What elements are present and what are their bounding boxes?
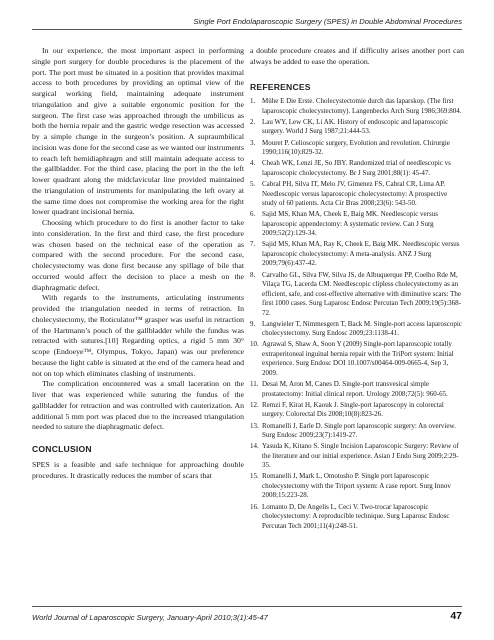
reference-item — [250, 210, 464, 239]
reference-item — [250, 159, 464, 178]
reference-text: Romanelli J, Mark L, Omotosho P. Single port laparoscopic cholecystectomy with the Triport system: A case report. Surg Innov 2008;15:223-28. — [262, 472, 451, 500]
reference-item — [250, 320, 464, 339]
reference-text: Romanelli J, Earle D. Single port laparoscopic surgery: An overview. Surg Endosc 2009;23(7):1419-27. — [262, 421, 456, 439]
body-paragraph: Choosing which procedure to do first is another factor to take into consideration. In the first and third case, the first procedure was chosen based on the technical ease of the operation as compared with the second procedure. For the second case, cholecystectomy was done first because any spillage of bile that occurred would affect the decision to place a mesh on the diaphragmatic defect. — [32, 218, 244, 292]
reference-text: Mühe E Die Erste. Cholecystectomie durch das laparskop. (The first laparoscopic cholecystectomy). Langenbecks Arch Surg 1986;369:804. — [262, 97, 462, 115]
reference-number: 6. — [250, 210, 256, 219]
reference-text: Langwieler T, Nimmesgern T, Back M. Single-port access laparoscopic cholecystectomy. Surg Endosc 2009;23:1138-41. — [262, 319, 462, 338]
reference-number: 8. — [250, 270, 256, 279]
reference-text: Desai M, Aron M, Canes D. Single-port transvesical simple prostatectomy: Initial clinical report. Urology 2008;72(5): 960-65. — [262, 380, 448, 398]
references-heading: REFERENCES — [250, 81, 311, 92]
reference-item — [250, 97, 464, 116]
reference-text: Lomanto D, De Angelis L, Ceci V. Two-trocar laparoscopic cholecystectomy: A reproducible technique. Surg Laparosc Endosc Percutan Tech 2001;11(4):248-51. — [262, 502, 450, 530]
reference-number: 1. — [250, 97, 256, 106]
running-head: Single Port Endolaparoscopic Surgery (SPES) in Double Abdominal Procedures — [193, 17, 462, 26]
reference-item — [250, 139, 464, 158]
reference-text: Cheah WK, Lenzi JE, So JBY. Randomized trial of needlescopic vs laparoscopic cholecystectomy. Br J Surg 2001;88(1): 45-47. — [262, 159, 451, 177]
reference-number: 5. — [250, 180, 256, 188]
reference-item — [250, 340, 464, 378]
reference-number: 16. — [250, 502, 259, 511]
reference-item — [250, 271, 464, 319]
reference-text: Carvalho GL, Silva FW, Silva JS, de Albuquerque PP, Coelho Rde M, Vilaça TG, Lacerda CM. Needlescopic clipless cholecystectomy as an efficient, safe, and cost-effective alternative with diminutive scars: The first 1000 cases. Surg Laparosc Endosc Percutan Tech 2009;19(5):368-72. — [262, 270, 462, 317]
reference-number: 7. — [250, 240, 256, 249]
reference-item — [250, 401, 464, 420]
left-column — [32, 46, 244, 481]
reference-item — [250, 472, 464, 501]
reference-number: 14. — [250, 442, 259, 451]
reference-number: 3. — [250, 138, 256, 147]
reference-number: 2. — [250, 117, 256, 126]
conclusion-continuation: a double procedure creates and if difficulty arises another port can always be added to ease the operation. — [250, 46, 464, 66]
journal-citation: World Journal of Laparoscopic Surgery, January-April 2010;3(1):45-47 — [32, 613, 268, 622]
reference-item — [250, 442, 464, 471]
reference-number: 12. — [250, 400, 259, 409]
reference-item — [250, 380, 464, 399]
reference-item — [250, 503, 464, 532]
reference-number: 11. — [250, 380, 259, 389]
reference-number: 10. — [250, 340, 259, 349]
body-paragraph: In our experience, the most important aspect in performing single port surgery for double procedures is the placement of the port. The port must be situated in a position that provides maximal access to both procedures by providing an optimal view of the surgical working field, maintaining adequate instrument triangulation and give a suitable ergonomic position for the surgeon. The first case was approached through the umbilicus as both the hernia repair and the gastric wedge resection was accessed by a simple change in the surgeon’s position. A supraumbilical incision was done for the second case as we wanted our instruments to reach left hemidiaphragm and still maintain adequate access to the gallbladder. For the third case, placing the port in the the left lower quadrant along the midclavicular line provided maintained the triangulation of instruments for manipulating the left ovary at the same time does not compromise the working area for the right lower quadrant incisional hernia. — [32, 46, 244, 217]
reference-item — [250, 240, 464, 269]
reference-number: 9. — [250, 319, 256, 328]
reference-item — [250, 118, 464, 137]
references-list — [250, 97, 464, 531]
reference-text: Sajid MS, Khan MA, Cheek E, Baig MK. Needlescopic versus laparoscopic appendectomy: A systematic review. Can J Surg 2009;52(2):129-34. — [262, 210, 438, 238]
reference-item — [250, 422, 464, 441]
reference-number: 13. — [250, 421, 259, 430]
page-number: 47 — [450, 610, 462, 622]
reference-text: Sajid MS, Khan MA, Ray K, Cheek E, Baig MK. Needlescopic versus laparoscopic cholecystectomy: A meta-analysis. ANZ J Surg 2009;79(6):437-42. — [262, 240, 460, 268]
reference-text: Yasuda K, Kitano S. Single Incision Laparoscopic Surgery: Review of the literature and our initial experience. Asian J Endo Surg 2009;2:29-35. — [262, 442, 459, 470]
conclusion-text: SPES is a feasible and safe technique for approaching double procedures. It drastically reduces the number of scars that — [32, 459, 244, 480]
reference-text: Remzi F, Kirat H, Kaouk J. Single-port laparoscopy in colorectal surgery. Colorectal Dis 2008;10(8):823-26. — [262, 400, 444, 419]
reference-text: Cabral PH, Silva IT, Melo JV, Gimenez FS, Cabral CR, Lima AP. Needlescopic versus laparoscopic cholecystectomy: A prospective study of 60 patients. Acta Cir Bras 2008;23(6): 543-50. — [262, 180, 448, 207]
reference-text: Mouret P. Celioscopic surgery, Evolution and revolution. Chirurgie 1990;116(10):829-32. — [262, 138, 450, 157]
body-paragraph: The complication encountered was a small laceration on the liver that was experienced while suturing the fundus of the gallbladder for retraction and was controlled with cauterization. An additional 5 mm port was placed due to the increased triangulation needed to suture the diaphragmatic defect. — [32, 379, 244, 432]
body-paragraph: With regards to the instruments, articulating instruments provided the triangulation needed in terms of retraction. In cholecystectomy, the Roticulator™ grasper was useful in retraction of the Hartmann’s pouch of the gallbladder while the fundus was retracted with sutures.[10] Regarding optics, a rigid 5 mm 30° scope (Endoeye™, Olympus, Tokyo, Japan) was our preference because the light cable is situated at the end of the camera head and not on top which eliminates clashing of instruments. — [32, 293, 244, 378]
reference-text: Lau WY, Lew CK, Li AK. History of endoscopic and laparoscopic surgery. World J Surg 1987;21:444-53. — [262, 117, 449, 136]
reference-number: 4. — [250, 159, 256, 168]
reference-number: 15. — [250, 472, 259, 481]
reference-item — [250, 180, 464, 209]
footer-divider — [32, 606, 462, 607]
right-column — [250, 46, 464, 533]
conclusion-heading: CONCLUSION — [32, 444, 92, 454]
reference-text: Agrawal S, Shaw A, Soon Y (2009) Single-port laparoscopic totally extraperitoneal inguinal hernia repair with the TriPort system: Initial experience. Surg Endosc DOI 10.1007/s00464-009-0665-4, Sep 3, 2009. — [262, 340, 454, 377]
header-divider — [32, 29, 462, 30]
